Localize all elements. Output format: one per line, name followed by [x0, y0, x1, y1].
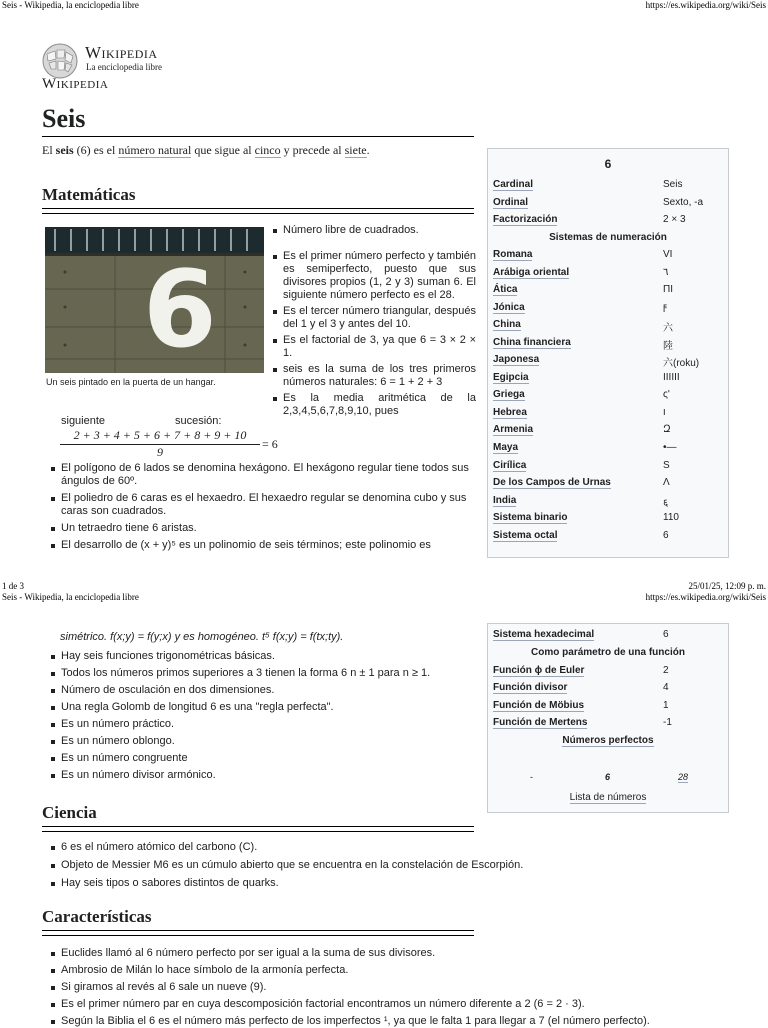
page-title: Seis: [42, 104, 86, 133]
infobox-header-param: Como parámetro de una función: [531, 647, 685, 658]
section-heading-caracteristicas: Características: [42, 907, 152, 926]
list-item: Según la Biblia el 6 es el número más perfecto de los imperfectos ¹, ya que le falta 1 para llegar a 7 (el número perfecto).: [50, 1015, 750, 1028]
infobox-row-label[interactable]: Jónica: [493, 302, 525, 313]
infobox-row-label[interactable]: Sistema octal: [493, 530, 558, 541]
infobox-row-value: •—: [663, 442, 677, 453]
math-side-list: [272, 224, 476, 418]
print-header-title: Seis - Wikipedia, la enciclopedia libre: [2, 0, 139, 10]
intro-paragraph: El seis (6) es el número natural que sigue al cinco y precede al siete.: [42, 143, 370, 157]
list-item: Euclides llamó al 6 número perfecto por ser igual a la suma de sus divisores.: [50, 947, 750, 960]
infobox-header-perfect[interactable]: Números perfectos: [562, 735, 654, 746]
infobox-row: Factorización 2 × 3: [493, 214, 686, 225]
list-item: Es un número divisor armónico.: [50, 769, 478, 782]
list-of-numbers-link[interactable]: Lista de números: [569, 792, 647, 803]
wikipedia-wordmark[interactable]: Wikipedia: [85, 43, 158, 62]
infobox-row-value: ६: [663, 498, 669, 509]
infobox-row-value: 110: [663, 512, 679, 523]
infobox-row: [493, 512, 723, 528]
science-list: [50, 841, 570, 890]
infobox-row: [493, 337, 723, 353]
infobox-row: [493, 249, 723, 265]
infobox-row: [493, 530, 723, 546]
infobox-row-value: Λ: [663, 477, 670, 488]
infobox-row-label[interactable]: India: [493, 495, 517, 506]
infobox-row: [493, 477, 723, 493]
infobox-row-value: ٦: [663, 267, 669, 278]
infobox-row-value: ς': [663, 389, 670, 400]
print-footer-date: 25/01/25, 12:09 p. m.: [688, 581, 766, 591]
infobox-row-label[interactable]: Ática: [493, 284, 518, 295]
infobox-row-label[interactable]: Japonesa: [493, 354, 540, 365]
section-rule-double: [42, 831, 474, 832]
infobox-row-value: IIIIII: [663, 372, 680, 383]
list-item: Objeto de Messier M6 es un cúmulo abierto que se encuentra en la constelación de Escorpión.: [50, 859, 570, 872]
infobox-row-value: 6: [663, 530, 669, 541]
list-item: Una regla Golomb de longitud 6 es una "regla perfecta".: [50, 701, 478, 714]
infobox-row-value: ו: [663, 407, 666, 418]
list-item: Es un número oblongo.: [50, 735, 478, 748]
list-item: Es la media aritmética de la 2,3,4,5,6,7,8,9,10, pues: [272, 392, 476, 418]
infobox-row: Sistema hexadecimal 6: [493, 629, 669, 640]
list-item: seis es la suma de los tres primeros números naturales: 6 = 1 + 2 + 3: [272, 363, 476, 389]
infobox-row-label[interactable]: Romana: [493, 249, 533, 260]
infobox-row-label[interactable]: Sistema binario: [493, 512, 568, 523]
infobox-row: [493, 389, 723, 405]
print-header-title-2: Seis - Wikipedia, la enciclopedia libre: [2, 592, 139, 602]
list-item: 6 es el número atómico del carbono (C).: [50, 841, 570, 854]
section-rule-double: [42, 213, 474, 214]
infobox: [487, 148, 729, 558]
list-item: Si giramos al revés al 6 sale un nueve (9).: [50, 981, 750, 994]
list-item: Es un número congruente: [50, 752, 478, 765]
list-item: Hay seis tipos o sabores distintos de quarks.: [50, 877, 570, 890]
infobox-row: [493, 442, 723, 458]
math-list-2: [50, 650, 478, 782]
infobox-row: Cardinal Seis: [493, 179, 683, 190]
list-item: Ambrosio de Milán lo hace símbolo de la armonía perfecta.: [50, 964, 750, 977]
wikipedia-globe-icon[interactable]: [41, 42, 79, 80]
infobox-row: Función de Möbius 1: [493, 700, 669, 711]
list-item: Es un número práctico.: [50, 718, 478, 731]
infobox-row-value: Զ: [663, 424, 671, 435]
infobox-continued: [487, 623, 729, 813]
math-list: [50, 462, 478, 552]
wikipedia-tagline: La enciclopedia libre: [86, 62, 162, 72]
sucesion-right: sucesión:: [175, 415, 222, 427]
infobox-row-label[interactable]: Griega: [493, 389, 525, 400]
print-footer-page: 1 de 3: [2, 581, 24, 591]
list-item: Un tetraedro tiene 6 aristas.: [50, 522, 478, 535]
list-item: El desarrollo de (x + y)⁵ es un polinomio de seis términos; este polinomio es: [50, 539, 478, 552]
list-item: Es el primer número perfecto y también es semiperfecto, puesto que sus divisores propios (1, 2 y 3) suman 6. El siguiente número perfecto es el 28.: [272, 250, 476, 302]
section-heading-matematicas: Matemáticas: [42, 185, 136, 204]
infobox-row: [493, 302, 723, 318]
fraction-numerator: 2 + 3 + 4 + 5 + 6 + 7 + 8 + 9 + 10: [73, 428, 247, 442]
continuation-line: simétrico. f(x;y) = f(y;x) y es homogéneo. t⁵ f(x;y) = f(tx;ty).: [60, 631, 344, 643]
list-item: Número libre de cuadrados.: [272, 224, 476, 237]
infobox-row-value: S: [663, 460, 670, 471]
section-heading-ciencia: Ciencia: [42, 803, 97, 822]
infobox-row-label[interactable]: China financiera: [493, 337, 571, 348]
print-header-url: https://es.wikipedia.org/wiki/Seis: [645, 0, 766, 10]
section-rule: [42, 208, 474, 209]
infobox-row-value: VI: [663, 249, 673, 260]
infobox-row-value: ϝ: [663, 302, 668, 313]
print-header-url-2: https://es.wikipedia.org/wiki/Seis: [645, 592, 766, 602]
fraction-denominator: 9: [157, 445, 163, 459]
fraction-result: = 6: [262, 437, 278, 451]
list-item: Todos los números primos superiores a 3 tienen la forma 6 n ± 1 para n ≥ 1.: [50, 667, 478, 680]
link-siete[interactable]: siete: [344, 143, 367, 157]
image-caption: Un seis pintado en la puerta de un hangar.: [46, 377, 216, 387]
list-item: Es el factorial de 3, ya que 6 = 3 × 2 × 1.: [272, 334, 476, 360]
infobox-row-label[interactable]: Egipcia: [493, 372, 529, 383]
infobox-row: [493, 424, 723, 440]
infobox-row-value: 六: [663, 323, 673, 334]
infobox-row-label[interactable]: Hebrea: [493, 407, 527, 418]
infobox-row-label[interactable]: De los Campos de Urnas: [493, 477, 611, 488]
infobox-row: [493, 284, 723, 300]
link-cinco[interactable]: cinco: [254, 143, 281, 157]
wikipedia-wordmark-text[interactable]: Wikipedia: [42, 76, 109, 92]
infobox-row: Función divisor 4: [493, 682, 669, 693]
infobox-row: [493, 460, 723, 476]
section-rule: [42, 930, 474, 931]
section-rule: [42, 826, 474, 827]
infobox-row-value: 陸: [663, 341, 673, 352]
hangar-door-image[interactable]: [45, 227, 264, 373]
list-item: Número de osculación en dos dimensiones.: [50, 684, 478, 697]
infobox-row-label[interactable]: Cirílica: [493, 460, 527, 471]
infobox-title: 6: [604, 157, 612, 171]
infobox-row-value: ΠΙ: [663, 284, 673, 295]
painted-six-digit: 6: [143, 248, 217, 371]
infobox-row-value: 六(roku): [663, 358, 700, 369]
list-item: El polígono de 6 lados se denomina hexágono. El hexágono regular tiene todos sus ángulos de 60º.: [50, 462, 478, 488]
title-rule: [42, 136, 474, 137]
infobox-row-label[interactable]: Arábiga oriental: [493, 267, 570, 278]
infobox-row: Función ϕ de Euler 2: [493, 665, 669, 676]
infobox-row: [493, 319, 723, 335]
perfect-prev: -: [530, 772, 533, 782]
list-item: Es el tercer número triangular, después del 1 y el 3 y antes del 10.: [272, 305, 476, 331]
list-item: El poliedro de 6 caras es el hexaedro. El hexaedro regular se denomina cubo y sus caras son cuadrados.: [50, 492, 478, 518]
infobox-header-systems: Sistemas de numeración: [549, 232, 667, 243]
infobox-row: [493, 407, 723, 423]
infobox-row: [493, 372, 723, 388]
features-list: [50, 947, 750, 1028]
list-item: Hay seis funciones trigonométricas básicas.: [50, 650, 478, 663]
infobox-row: Ordinal Sexto, -a: [493, 197, 704, 208]
infobox-row-label[interactable]: Maya: [493, 442, 519, 453]
link-numero-natural[interactable]: número natural: [118, 143, 192, 157]
list-item: Es el primer número par en cuya descomposición factorial encontramos un número diferente a 2 (6 = 2 · 3).: [50, 998, 750, 1011]
section-rule-double: [42, 935, 474, 936]
infobox-row: [493, 495, 723, 511]
infobox-row: Función de Mertens -1: [493, 717, 672, 728]
infobox-row-label[interactable]: China: [493, 319, 521, 330]
perfect-current: 6: [605, 772, 611, 782]
infobox-row: [493, 354, 723, 370]
sucesion-left: siguiente: [61, 415, 106, 427]
infobox-row-label[interactable]: Armenia: [493, 424, 534, 435]
perfect-next[interactable]: 28: [678, 772, 689, 782]
infobox-row: [493, 267, 723, 283]
